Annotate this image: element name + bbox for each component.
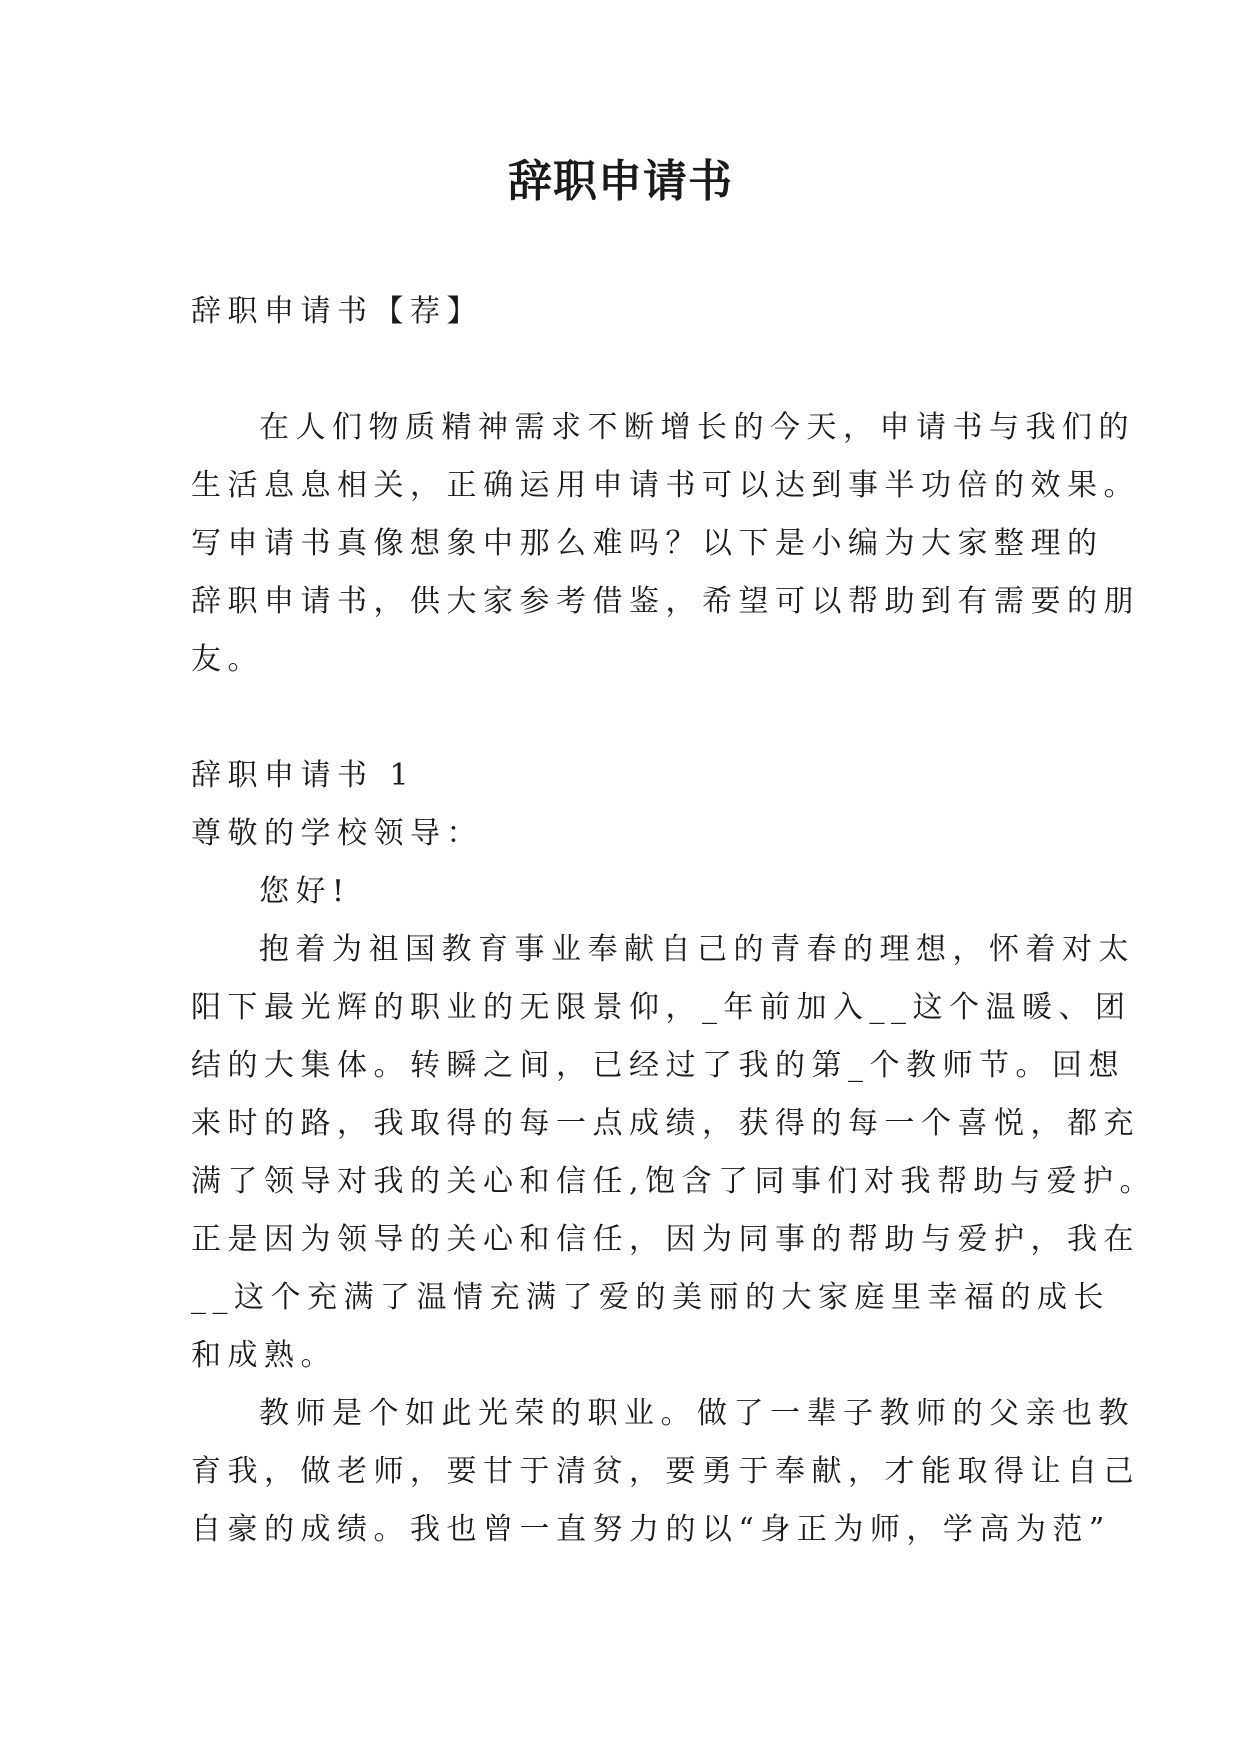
document-subtitle: 辞职申请书【荐】 — [191, 294, 483, 329]
paragraph-line: 结的大集体。转瞬之间，已经过了我的第_个教师节。回想 — [191, 1048, 1125, 1083]
paragraph-line: 教师是个如此光荣的职业。做了一辈子教师的父亲也教 — [259, 1396, 1135, 1431]
intro-line: 写申请书真像想象中那么难吗？以下是小编为大家整理的 — [191, 526, 1104, 561]
spacer — [191, 341, 1051, 399]
document-title: 辞职申请书 — [508, 156, 733, 207]
intro-paragraph — [191, 399, 1140, 689]
intro-line: 生活息息相关，正确运用申请书可以达到事半功倍的效果。 — [191, 468, 1140, 503]
greeting: 您好! — [259, 874, 351, 909]
salutation: 尊敬的学校领导： — [191, 816, 483, 851]
section-heading: 辞职申请书 1 — [191, 758, 416, 793]
paragraph-line: 育我，做老师，要甘于清贫，要勇于奉献，才能取得让自己 — [191, 1454, 1140, 1489]
paragraph-line: 正是因为领导的关心和信任，因为同事的帮助与爱护，我在 — [191, 1222, 1140, 1257]
body-paragraph-1 — [191, 921, 1157, 1385]
paragraph-line: 满了领导对我的关心和信任,饱含了同事们对我帮助与爱护。 — [191, 1164, 1157, 1199]
intro-line: 辞职申请书，供大家参考借鉴，希望可以帮助到有需要的朋 — [191, 584, 1140, 619]
paragraph-line: 抱着为祖国教育事业奉献自己的青春的理想，怀着对太 — [259, 932, 1135, 967]
paragraph-line: 来时的路，我取得的每一点成绩，获得的每一个喜悦，都充 — [191, 1106, 1140, 1141]
paragraph-line: 阳下最光辉的职业的无限景仰，_年前加入__这个温暖、团 — [191, 990, 1132, 1025]
paragraph-line: 自豪的成绩。我也曾一直努力的以“身正为师，学高为范” — [191, 1512, 1111, 1547]
intro-line: 在人们物质精神需求不断增长的今天，申请书与我们的 — [259, 410, 1135, 445]
intro-line: 友。 — [191, 642, 264, 677]
paragraph-line: 和成熟。 — [191, 1338, 337, 1373]
spacer — [191, 689, 1051, 747]
document-body — [191, 283, 1157, 1559]
paragraph-line: __这个充满了温情充满了爱的美丽的大家庭里幸福的成长 — [191, 1280, 1110, 1315]
body-paragraph-2 — [191, 1385, 1140, 1559]
